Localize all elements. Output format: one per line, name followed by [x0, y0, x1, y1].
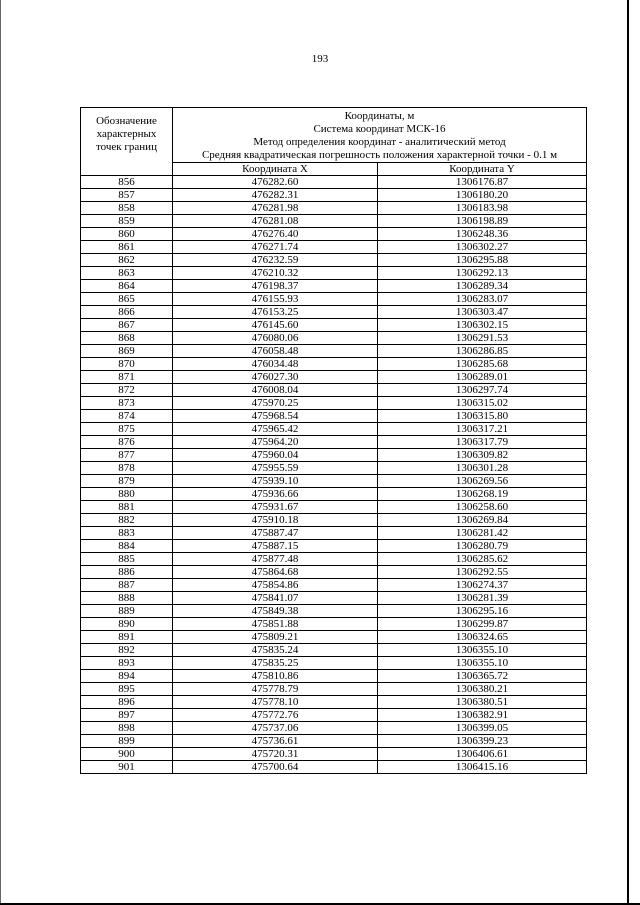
point-number-cell: 897	[81, 709, 173, 722]
coordinate-y-cell: 1306365.72	[378, 670, 587, 683]
coordinate-x-cell: 476153.25	[173, 306, 378, 319]
table-row	[81, 267, 587, 280]
coordinate-x-cell: 475939.10	[173, 475, 378, 488]
point-number-cell: 886	[81, 566, 173, 579]
point-number-cell: 869	[81, 345, 173, 358]
coords-header-line: Средняя квадратическая погрешность положения характерной точки - 0.1 м	[201, 149, 558, 161]
coordinate-y-cell: 1306180.20	[378, 189, 587, 202]
coordinate-x-cell: 475887.47	[173, 527, 378, 540]
table-row	[81, 449, 587, 462]
point-number-cell: 899	[81, 735, 173, 748]
coordinate-x-cell: 475772.76	[173, 709, 378, 722]
table-row	[81, 228, 587, 241]
table-row	[81, 241, 587, 254]
table-row	[81, 683, 587, 696]
coordinate-y-cell: 1306286.85	[378, 345, 587, 358]
table-row	[81, 423, 587, 436]
coordinate-y-cell: 1306292.55	[378, 566, 587, 579]
table-row	[81, 618, 587, 631]
coordinate-y-cell: 1306283.07	[378, 293, 587, 306]
coordinate-y-cell: 1306269.56	[378, 475, 587, 488]
coordinate-x-cell: 475835.25	[173, 657, 378, 670]
table-row	[81, 384, 587, 397]
coordinate-x-cell: 475778.10	[173, 696, 378, 709]
column-header-x: Координата X	[173, 163, 378, 176]
table-row	[81, 501, 587, 514]
coordinate-y-cell: 1306292.13	[378, 267, 587, 280]
coordinate-x-cell: 476271.74	[173, 241, 378, 254]
coordinate-y-cell: 1306291.53	[378, 332, 587, 345]
table-row	[81, 592, 587, 605]
table-row	[81, 748, 587, 761]
coordinates-header	[173, 108, 587, 163]
point-number-cell: 863	[81, 267, 173, 280]
coordinate-y-cell: 1306285.62	[378, 553, 587, 566]
table-row	[81, 566, 587, 579]
point-number-cell: 878	[81, 462, 173, 475]
point-number-cell: 882	[81, 514, 173, 527]
coordinate-y-cell: 1306289.34	[378, 280, 587, 293]
point-number-cell: 862	[81, 254, 173, 267]
point-number-cell: 898	[81, 722, 173, 735]
column-header-y: Координата Y	[378, 163, 587, 176]
point-number-cell: 901	[81, 761, 173, 774]
coordinate-y-cell: 1306274.37	[378, 579, 587, 592]
coordinate-x-cell: 476080.06	[173, 332, 378, 345]
point-number-cell: 872	[81, 384, 173, 397]
coordinate-x-cell: 475910.18	[173, 514, 378, 527]
point-number-cell: 883	[81, 527, 173, 540]
point-number-cell: 892	[81, 644, 173, 657]
header-row	[81, 108, 587, 163]
point-number-cell: 876	[81, 436, 173, 449]
coordinate-x-cell: 475778.79	[173, 683, 378, 696]
coordinate-y-cell: 1306309.82	[378, 449, 587, 462]
table-row	[81, 579, 587, 592]
coords-header-line: Система координат МСК-16	[313, 123, 446, 135]
table-row	[81, 332, 587, 345]
coordinate-y-cell: 1306355.10	[378, 644, 587, 657]
point-number-cell: 868	[81, 332, 173, 345]
point-number-cell: 865	[81, 293, 173, 306]
table-row	[81, 761, 587, 774]
coordinate-y-cell: 1306382.91	[378, 709, 587, 722]
coordinate-y-cell: 1306301.28	[378, 462, 587, 475]
coordinate-y-cell: 1306303.47	[378, 306, 587, 319]
coordinate-x-cell: 475936.66	[173, 488, 378, 501]
coordinate-x-cell: 476282.31	[173, 189, 378, 202]
table-row	[81, 475, 587, 488]
table-row	[81, 670, 587, 683]
point-number-cell: 857	[81, 189, 173, 202]
table-row	[81, 358, 587, 371]
point-number-cell: 881	[81, 501, 173, 514]
table-row	[81, 709, 587, 722]
coordinate-y-cell: 1306302.27	[378, 241, 587, 254]
table-row	[81, 722, 587, 735]
table-row	[81, 280, 587, 293]
coordinate-x-cell: 475700.64	[173, 761, 378, 774]
coordinate-x-cell: 475877.48	[173, 553, 378, 566]
coordinate-x-cell: 476281.98	[173, 202, 378, 215]
coordinate-y-cell: 1306317.21	[378, 423, 587, 436]
table-row	[81, 215, 587, 228]
coordinate-y-cell: 1306295.16	[378, 605, 587, 618]
coordinate-x-cell: 475720.31	[173, 748, 378, 761]
table-row	[81, 410, 587, 423]
coordinate-x-cell: 476155.93	[173, 293, 378, 306]
coords-header-line: Координаты, м	[344, 110, 415, 122]
coordinate-x-cell: 476034.48	[173, 358, 378, 371]
scan-edge-left	[0, 0, 1, 905]
coordinate-x-cell: 476281.08	[173, 215, 378, 228]
point-label-line: Обозначение	[96, 115, 157, 127]
point-number-cell: 879	[81, 475, 173, 488]
coordinate-y-cell: 1306268.19	[378, 488, 587, 501]
coordinate-y-cell: 1306315.02	[378, 397, 587, 410]
coordinate-y-cell: 1306399.23	[378, 735, 587, 748]
coordinate-x-cell: 475960.04	[173, 449, 378, 462]
coords-header-line: Метод определения координат - аналитический метод	[253, 136, 506, 148]
coordinate-x-cell: 476027.30	[173, 371, 378, 384]
coordinate-y-cell: 1306176.87	[378, 176, 587, 189]
table-row	[81, 605, 587, 618]
point-number-cell: 860	[81, 228, 173, 241]
coordinate-x-cell: 475854.86	[173, 579, 378, 592]
point-number-cell: 877	[81, 449, 173, 462]
table-row	[81, 735, 587, 748]
point-number-cell: 864	[81, 280, 173, 293]
table-row	[81, 514, 587, 527]
coordinate-x-cell: 476058.48	[173, 345, 378, 358]
point-number-cell: 893	[81, 657, 173, 670]
coordinate-x-cell: 476232.59	[173, 254, 378, 267]
table-row	[81, 553, 587, 566]
coordinates-table	[80, 107, 587, 774]
coordinate-y-cell: 1306289.01	[378, 371, 587, 384]
point-number-cell: 890	[81, 618, 173, 631]
coordinate-y-cell: 1306258.60	[378, 501, 587, 514]
point-number-cell: 887	[81, 579, 173, 592]
point-number-cell: 885	[81, 553, 173, 566]
table-row	[81, 488, 587, 501]
coordinate-x-cell: 476198.37	[173, 280, 378, 293]
point-number-cell: 871	[81, 371, 173, 384]
point-number-cell: 884	[81, 540, 173, 553]
point-label-header	[81, 108, 173, 176]
coordinate-x-cell: 475835.24	[173, 644, 378, 657]
coordinate-y-cell: 1306317.79	[378, 436, 587, 449]
point-number-cell: 875	[81, 423, 173, 436]
point-number-cell: 891	[81, 631, 173, 644]
coordinate-x-cell: 476276.40	[173, 228, 378, 241]
table-row	[81, 631, 587, 644]
coordinate-x-cell: 475955.59	[173, 462, 378, 475]
coordinate-y-cell: 1306302.15	[378, 319, 587, 332]
point-number-cell: 867	[81, 319, 173, 332]
coordinate-y-cell: 1306295.88	[378, 254, 587, 267]
point-number-cell: 895	[81, 683, 173, 696]
coordinate-x-cell: 475851.88	[173, 618, 378, 631]
coordinate-y-cell: 1306280.79	[378, 540, 587, 553]
point-number-cell: 888	[81, 592, 173, 605]
coordinate-y-cell: 1306297.74	[378, 384, 587, 397]
table-row	[81, 644, 587, 657]
coordinate-y-cell: 1306281.39	[378, 592, 587, 605]
table-row	[81, 527, 587, 540]
table-row	[81, 202, 587, 215]
coordinate-x-cell: 476210.32	[173, 267, 378, 280]
point-number-cell: 874	[81, 410, 173, 423]
coordinate-y-cell: 1306406.61	[378, 748, 587, 761]
page-number: 193	[311, 53, 329, 65]
point-number-cell: 859	[81, 215, 173, 228]
table-row	[81, 176, 587, 189]
point-number-cell: 894	[81, 670, 173, 683]
coordinate-y-cell: 1306380.21	[378, 683, 587, 696]
coordinate-x-cell: 475970.25	[173, 397, 378, 410]
coordinate-x-cell: 476145.60	[173, 319, 378, 332]
coordinate-y-cell: 1306248.36	[378, 228, 587, 241]
coordinate-x-cell: 475849.38	[173, 605, 378, 618]
point-label-line: характерных	[96, 128, 157, 140]
coordinate-y-cell: 1306299.87	[378, 618, 587, 631]
coordinate-y-cell: 1306183.98	[378, 202, 587, 215]
point-number-cell: 880	[81, 488, 173, 501]
coordinate-x-cell: 475809.21	[173, 631, 378, 644]
coordinate-x-cell: 475864.68	[173, 566, 378, 579]
coordinate-y-cell: 1306281.42	[378, 527, 587, 540]
coordinate-y-cell: 1306285.68	[378, 358, 587, 371]
table-row	[81, 319, 587, 332]
coordinate-y-cell: 1306198.89	[378, 215, 587, 228]
point-number-cell: 856	[81, 176, 173, 189]
point-number-cell: 873	[81, 397, 173, 410]
coordinate-y-cell: 1306269.84	[378, 514, 587, 527]
table-row	[81, 371, 587, 384]
coordinate-x-cell: 475931.67	[173, 501, 378, 514]
table-row	[81, 696, 587, 709]
coordinate-y-cell: 1306355.10	[378, 657, 587, 670]
table-row	[81, 189, 587, 202]
coordinate-x-cell: 475841.07	[173, 592, 378, 605]
table-row	[81, 540, 587, 553]
coordinate-y-cell: 1306415.16	[378, 761, 587, 774]
coordinate-x-cell: 475887.15	[173, 540, 378, 553]
table-row	[81, 254, 587, 267]
point-number-cell: 889	[81, 605, 173, 618]
coordinate-y-cell: 1306324.65	[378, 631, 587, 644]
coordinate-x-cell: 475964.20	[173, 436, 378, 449]
point-number-cell: 861	[81, 241, 173, 254]
table-row	[81, 345, 587, 358]
coordinate-y-cell: 1306380.51	[378, 696, 587, 709]
table-row	[81, 306, 587, 319]
point-label-line: точек границ	[96, 141, 157, 153]
coordinate-x-cell: 476008.04	[173, 384, 378, 397]
point-number-cell: 866	[81, 306, 173, 319]
coordinate-x-cell: 475965.42	[173, 423, 378, 436]
point-number-cell: 900	[81, 748, 173, 761]
point-number-cell: 870	[81, 358, 173, 371]
table-row	[81, 436, 587, 449]
coordinate-y-cell: 1306315.80	[378, 410, 587, 423]
point-number-cell: 896	[81, 696, 173, 709]
coordinate-x-cell: 475810.86	[173, 670, 378, 683]
coordinate-x-cell: 476282.60	[173, 176, 378, 189]
point-number-cell: 858	[81, 202, 173, 215]
scan-edge-right	[627, 0, 629, 905]
coordinate-x-cell: 475736.61	[173, 735, 378, 748]
table-row	[81, 462, 587, 475]
coordinate-x-cell: 475737.06	[173, 722, 378, 735]
coordinate-y-cell: 1306399.05	[378, 722, 587, 735]
table-row	[81, 293, 587, 306]
table-row	[81, 657, 587, 670]
table-row	[81, 397, 587, 410]
coordinate-x-cell: 475968.54	[173, 410, 378, 423]
